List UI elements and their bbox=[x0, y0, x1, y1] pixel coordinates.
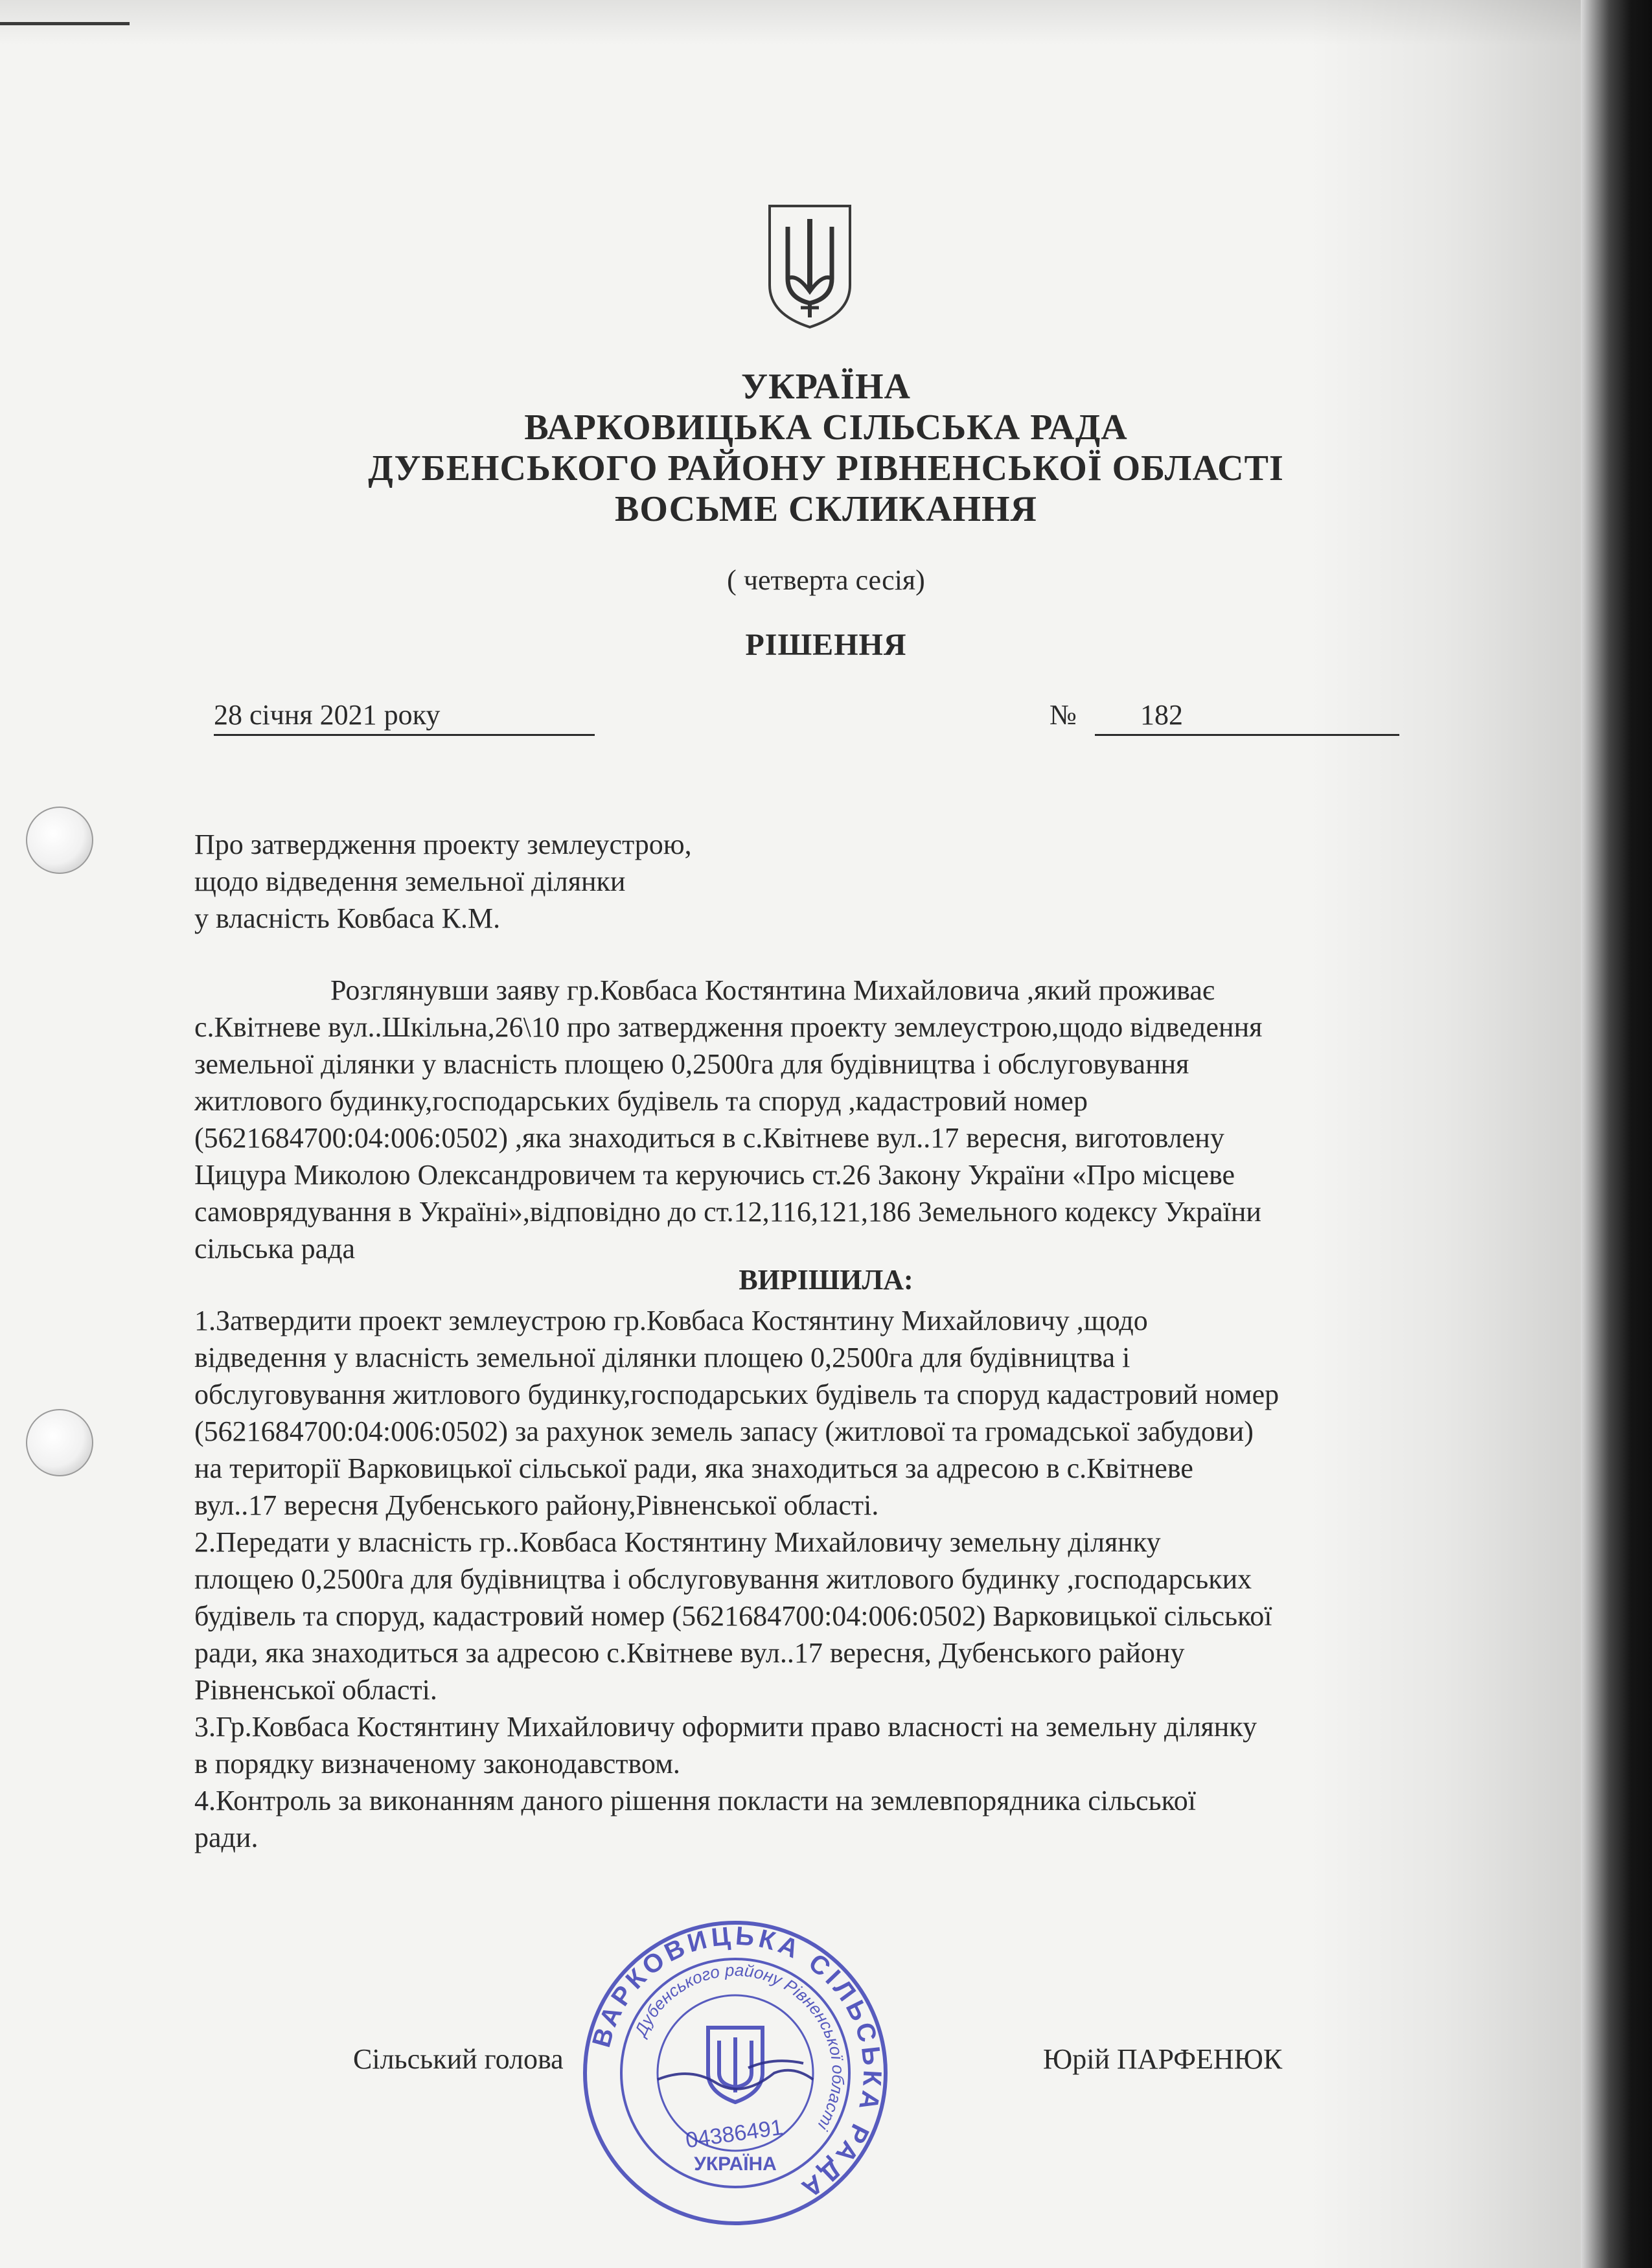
stamp-bottom-text: УКРАЇНА bbox=[694, 2153, 777, 2175]
official-stamp-seal bbox=[580, 1918, 891, 2228]
item-1-line-5: на території Варковицької сільської ради, яка знаходиться за адресою в с.Квітневе bbox=[194, 1452, 1193, 1484]
preamble-line-7: самоврядування в Україні»,відповідно до ст.12,116,121,186 Земельного кодексу України bbox=[194, 1196, 1261, 1228]
item-4-line-2: ради. bbox=[194, 1822, 258, 1853]
preamble-line-5: (5621684700:04:006:0502) ,яка знаходиться в с.Квітневе вул..17 вересня, виготовлену bbox=[194, 1122, 1224, 1154]
header-country: УКРАЇНА bbox=[741, 367, 911, 407]
decision-number: 182 bbox=[1140, 699, 1183, 731]
item-1-line-6: вул..17 вересня Дубенського району,Рівненської області. bbox=[194, 1489, 879, 1521]
item-4-line-1: 4.Контроль за виконанням даного рішення покласти на землевпорядника сільської bbox=[194, 1785, 1196, 1816]
item-2-line-1: 2.Передати у власність гр..Ковбаса Костянтину Михайловичу земельну ділянку bbox=[194, 1526, 1161, 1558]
item-2-line-3: будівель та споруд, кадастровий номер (5621684700:04:006:0502) Варковицької сільської bbox=[194, 1600, 1272, 1632]
signature-name: Юрій ПАРФЕНЮК bbox=[1043, 2043, 1283, 2075]
stamp-code-text: 04386491 bbox=[683, 2114, 785, 2153]
item-2-line-5: Рівненської області. bbox=[194, 1674, 437, 1706]
item-2-line-4: ради, яка знаходиться за адресою с.Квітневе вул..17 вересня, Дубенського району bbox=[194, 1637, 1185, 1669]
number-underline bbox=[1095, 734, 1399, 736]
item-3-line-1: 3.Гр.Ковбаса Костянтину Михайловичу оформити право власності на земельну ділянку bbox=[194, 1711, 1257, 1743]
coat-of-arms-icon bbox=[764, 201, 855, 330]
item-1-line-2: відведення у власність земельної ділянки площею 0,2500га для будівництва і bbox=[194, 1342, 1130, 1373]
header-council: ВАРКОВИЦЬКА СІЛЬСЬКА РАДА bbox=[524, 407, 1128, 448]
preamble-line-6: Цицура Миколою Олександровичем та керуючись ст.26 Закону України «Про місцеве bbox=[194, 1159, 1235, 1191]
header-doc-type: РІШЕННЯ bbox=[745, 628, 907, 662]
preamble-line-4: житлового будинку,господарських будівель та споруд ,кадастровий номер bbox=[194, 1085, 1088, 1117]
preamble-line-2: с.Квітневе вул..Шкільна,26\10 про затвердження проекту землеустрою,щодо відведення bbox=[194, 1011, 1263, 1043]
punch-hole-bottom bbox=[26, 1409, 93, 1476]
number-label: № bbox=[1050, 699, 1077, 731]
decision-date: 28 січня 2021 року bbox=[214, 699, 441, 731]
item-1-line-1: 1.Затвердити проект землеустрою гр.Ковбаса Костянтину Михайловичу ,щодо bbox=[194, 1305, 1148, 1336]
stamp-inner-text: Дубенського району Рівненської області bbox=[630, 1960, 849, 2134]
header-session: ( четверта сесія) bbox=[727, 564, 925, 596]
item-3-line-2: в порядку визначеному законодавством. bbox=[194, 1748, 680, 1780]
preamble-line-3: земельної ділянки у власність площею 0,2500га для будівництва і обслуговування bbox=[194, 1048, 1189, 1080]
scan-dark-edge bbox=[1581, 0, 1652, 2268]
scan-top-line bbox=[0, 22, 130, 25]
subject-line-2: щодо відведення земельної ділянки bbox=[194, 865, 626, 897]
preamble-line-1: Розглянувши заяву гр.Ковбаса Костянтина Михайловича ,який проживає bbox=[330, 974, 1215, 1006]
subject-line-1: Про затвердження проекту землеустрою, bbox=[194, 829, 692, 860]
punch-hole-top bbox=[26, 807, 93, 874]
header-district: ДУБЕНСЬКОГО РАЙОНУ РІВНЕНСЬКОЇ ОБЛАСТІ bbox=[368, 448, 1284, 488]
date-underline bbox=[214, 734, 595, 736]
preamble-line-8: сільська рада bbox=[194, 1233, 356, 1265]
decided-heading: ВИРІШИЛА: bbox=[739, 1264, 913, 1296]
header-convocation: ВОСЬМЕ СКЛИКАННЯ bbox=[615, 489, 1037, 529]
item-2-line-2: площею 0,2500га для будівництва і обслуговування житлового будинку ,господарських bbox=[194, 1563, 1252, 1595]
item-1-line-4: (5621684700:04:006:0502) за рахунок земель запасу (житлової та громадської забудови) bbox=[194, 1415, 1254, 1447]
stamp-outer-text: ВАРКОВИЦЬКА СІЛЬСЬКА РАДА bbox=[587, 1921, 887, 2205]
signature-title: Сільський голова bbox=[353, 2043, 564, 2075]
scan-edge-shade bbox=[1309, 0, 1581, 2268]
item-1-line-3: обслуговування житлового будинку,господарських будівель та споруд кадастровий номер bbox=[194, 1379, 1279, 1410]
subject-line-3: у власність Ковбаса К.М. bbox=[194, 902, 501, 934]
